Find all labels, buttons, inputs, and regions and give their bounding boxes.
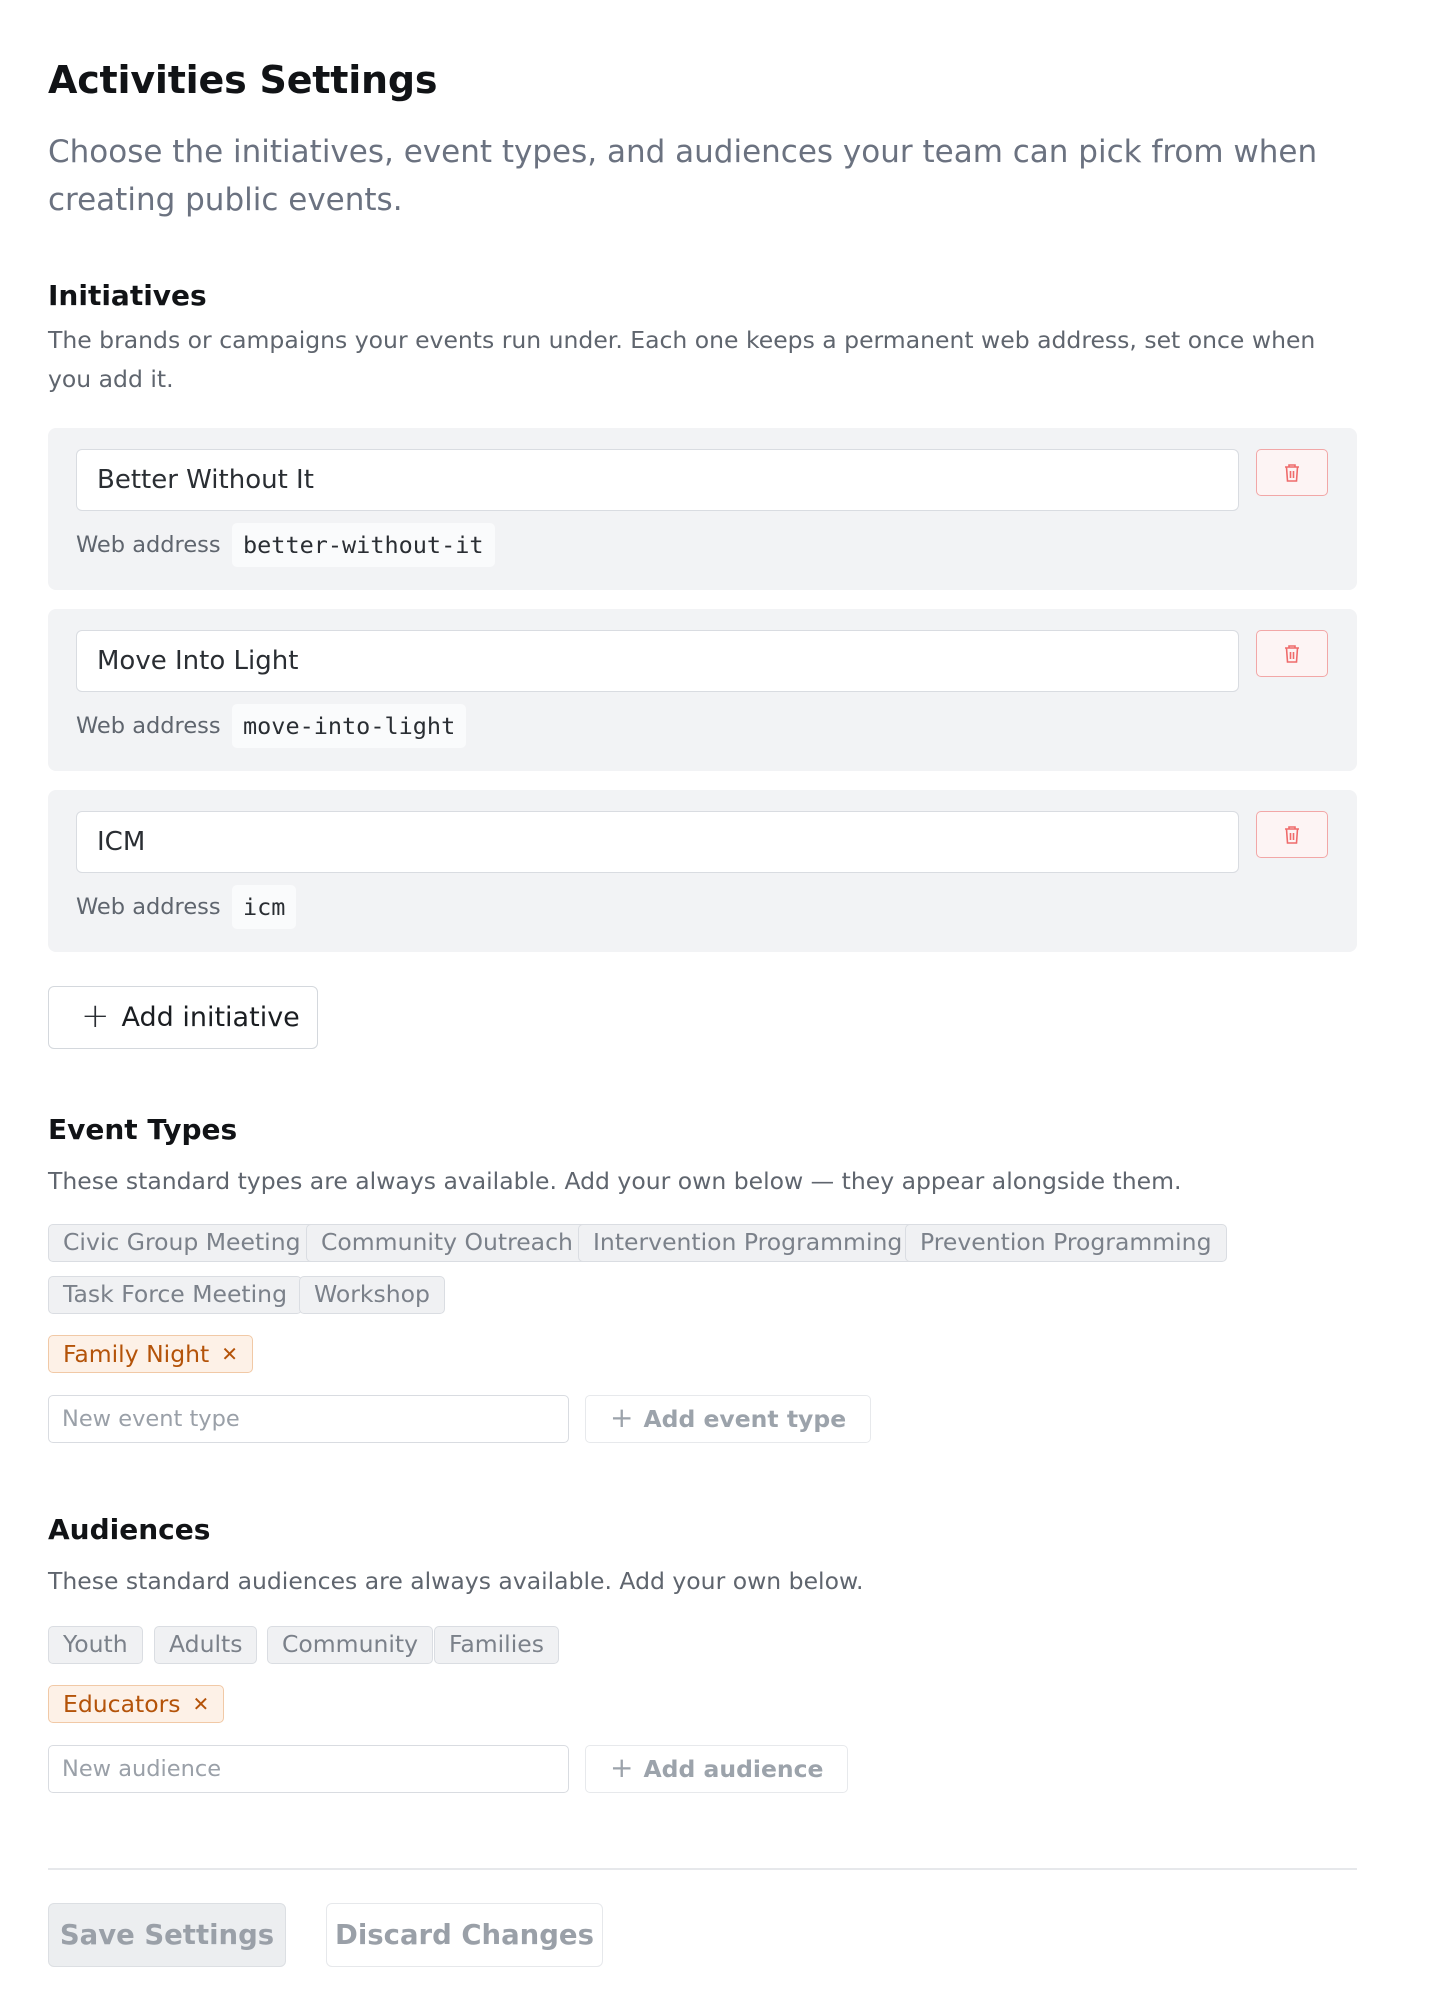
add-event-type-button[interactable]: [585, 1395, 871, 1443]
page-subtitle: Choose the initiatives, event types, and audiences your team can pick from when creating public events.: [48, 134, 1318, 218]
standard-event-type-chip: Intervention Programming: [578, 1224, 917, 1262]
trash-icon: [1283, 463, 1301, 483]
initiatives-description: The brands or campaigns your events run under. Each one keeps a permanent web address, set once when you add it.: [48, 326, 1316, 393]
delete-initiative-button[interactable]: [1256, 811, 1328, 858]
standard-event-type-chip: Workshop: [299, 1276, 445, 1314]
audiences-description: These standard audiences are always available. Add your own below.: [48, 1567, 864, 1595]
initiative-slug: better-without-it: [232, 523, 495, 567]
initiative-card: [48, 609, 1357, 771]
custom-event-type-chip: [48, 1335, 253, 1373]
page-title: Activities Settings: [48, 58, 438, 102]
standard-audience-chip: Youth: [48, 1626, 143, 1664]
initiative-card: [48, 428, 1357, 590]
add-audience-button[interactable]: [585, 1745, 848, 1793]
audiences-heading: Audiences: [48, 1513, 211, 1546]
standard-event-type-chip: Community Outreach: [306, 1224, 588, 1262]
initiatives-heading: Initiatives: [48, 279, 207, 312]
initiative-name-input[interactable]: [76, 449, 1239, 511]
add-event-type-label: Add event type: [643, 1405, 847, 1433]
save-settings-button[interactable]: Save Settings: [48, 1903, 286, 1967]
initiative-name-input[interactable]: [76, 811, 1239, 873]
web-address-label: Web address: [76, 713, 221, 739]
add-initiative-label: Add initiative: [121, 1002, 300, 1033]
initiative-name-input[interactable]: [76, 630, 1239, 692]
footer-divider: [48, 1868, 1357, 1870]
new-event-type-input[interactable]: [48, 1395, 569, 1443]
discard-changes-button[interactable]: Discard Changes: [326, 1903, 603, 1967]
web-address-label: Web address: [76, 532, 221, 558]
web-address-label: Web address: [76, 894, 221, 920]
remove-x-icon[interactable]: ✕: [192, 1691, 210, 1716]
initiative-slug: icm: [232, 885, 296, 929]
plus-icon: +: [610, 1401, 634, 1434]
custom-audience-label: Educators: [63, 1689, 181, 1718]
plus-icon: +: [610, 1751, 634, 1784]
standard-event-type-chip: Task Force Meeting: [48, 1276, 302, 1314]
trash-icon: [1283, 825, 1301, 845]
delete-initiative-button[interactable]: [1256, 630, 1328, 677]
standard-audience-chip: Adults: [154, 1626, 257, 1664]
add-audience-label: Add audience: [643, 1755, 824, 1783]
custom-event-type-label: Family Night: [63, 1339, 210, 1368]
standard-audience-chip: Community: [267, 1626, 433, 1664]
event-types-heading: Event Types: [48, 1113, 238, 1146]
initiative-slug: move-into-light: [232, 704, 466, 748]
delete-initiative-button[interactable]: [1256, 449, 1328, 496]
plus-icon: +: [81, 996, 110, 1036]
remove-x-icon[interactable]: ✕: [221, 1341, 238, 1366]
new-audience-input[interactable]: [48, 1745, 569, 1793]
initiative-card: [48, 790, 1357, 952]
standard-event-type-chip: Prevention Programming: [905, 1224, 1227, 1262]
event-types-description: These standard types are always available. Add your own below — they appear alongside them.: [48, 1167, 1182, 1195]
custom-audience-chip: [48, 1685, 224, 1723]
standard-audience-chip: Families: [434, 1626, 559, 1664]
trash-icon: [1283, 644, 1301, 664]
add-initiative-button[interactable]: [48, 986, 318, 1049]
standard-event-type-chip: Civic Group Meeting: [48, 1224, 316, 1262]
